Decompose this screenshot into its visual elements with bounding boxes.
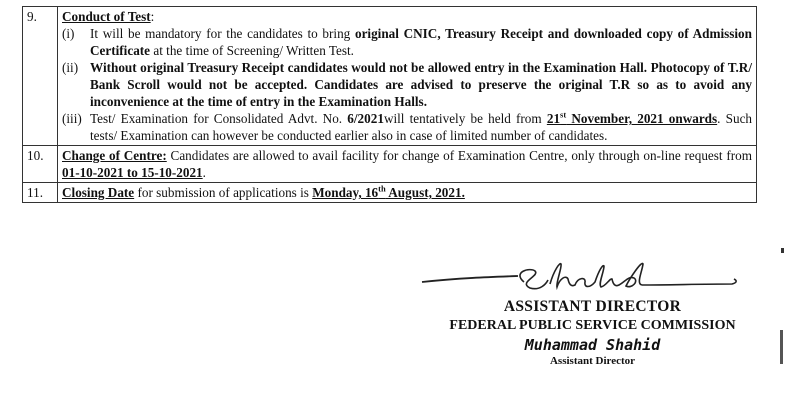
row-heading-line	[62, 8, 752, 25]
page-edge-mark	[781, 248, 784, 253]
text-run: will tentatively be held from	[383, 111, 547, 126]
handwritten-signature	[420, 258, 750, 298]
bold-run: original CNIC, Treasury Receipt and downloaded copy of Admission Certificate	[90, 26, 752, 58]
sub-item-text	[90, 110, 752, 144]
test-date	[547, 111, 717, 126]
row-conduct-of-test	[23, 7, 757, 146]
row-content	[58, 7, 757, 146]
signature-text: Shahid	[420, 258, 423, 259]
row-content	[58, 183, 757, 203]
stamp-name: Muhammad Shahid	[524, 336, 661, 354]
text-run: Candidates are allowed to avail facility for change of Examination Centre, only through on-line request from	[166, 148, 752, 163]
sub-item-marker: (i)	[62, 26, 75, 41]
row-heading: Closing Date	[62, 185, 135, 200]
row-closing-date	[23, 183, 757, 203]
heading-colon: :	[150, 9, 155, 24]
text-run: for submission of applications is	[134, 185, 313, 200]
date-day: 21	[546, 111, 561, 126]
date-suffix: th	[378, 183, 386, 194]
page-edge-mark	[780, 330, 783, 364]
date-suffix: st	[560, 109, 567, 120]
row-heading: Conduct of Test	[62, 9, 151, 24]
organization-name: FEDERAL PUBLIC SERVICE COMMISSION	[449, 318, 736, 333]
row-change-of-centre	[23, 146, 757, 183]
text-run: It will be mandatory for the candidates to bring	[90, 26, 355, 41]
text-run: Test/ Examination for Consolidated Advt. No.	[90, 111, 348, 126]
date-rest: November, 2021 onwards	[566, 111, 718, 126]
text-run: . Such tests/ Examination can however be conducted earlier also in case of limited number of candidates.	[90, 111, 753, 143]
row-heading: Change of Centre:	[62, 148, 167, 163]
signatory-title: ASSISTANT DIRECTOR	[503, 298, 682, 315]
date-rest: August, 2021.	[385, 185, 465, 200]
stamp-title: Assistant Director	[549, 356, 636, 364]
date-range: 01-10-2021 to 15-10-2021	[62, 165, 203, 180]
sub-item-marker: (iii)	[62, 111, 82, 126]
sub-item-i	[62, 25, 752, 59]
row-number: 10.	[23, 146, 58, 183]
date-day: Monday, 16	[312, 185, 379, 200]
sub-item-text	[90, 25, 752, 59]
terms-table	[22, 6, 757, 203]
sub-item-marker: (ii)	[62, 60, 79, 75]
row-number: 9.	[23, 7, 58, 146]
sub-item-iii	[62, 110, 752, 144]
sub-item-text: Without original Treasury Receipt candidates would not be allowed entry in the Examination Hall. Photocopy of T.R/ Bank Scroll would not be accepted. Candidates are advised to preserve the original T.R so as to avoid any inconvenience at the time of entry in the Examination Halls.	[90, 60, 752, 109]
text-run: at the time of Screening/ Written Test.	[150, 43, 354, 58]
text-run: .	[202, 165, 206, 180]
closing-date	[312, 185, 465, 200]
sub-item-ii	[62, 59, 752, 110]
row-number: 11.	[23, 183, 58, 203]
advt-number: 6/2021	[347, 111, 384, 126]
row-content	[58, 146, 757, 183]
